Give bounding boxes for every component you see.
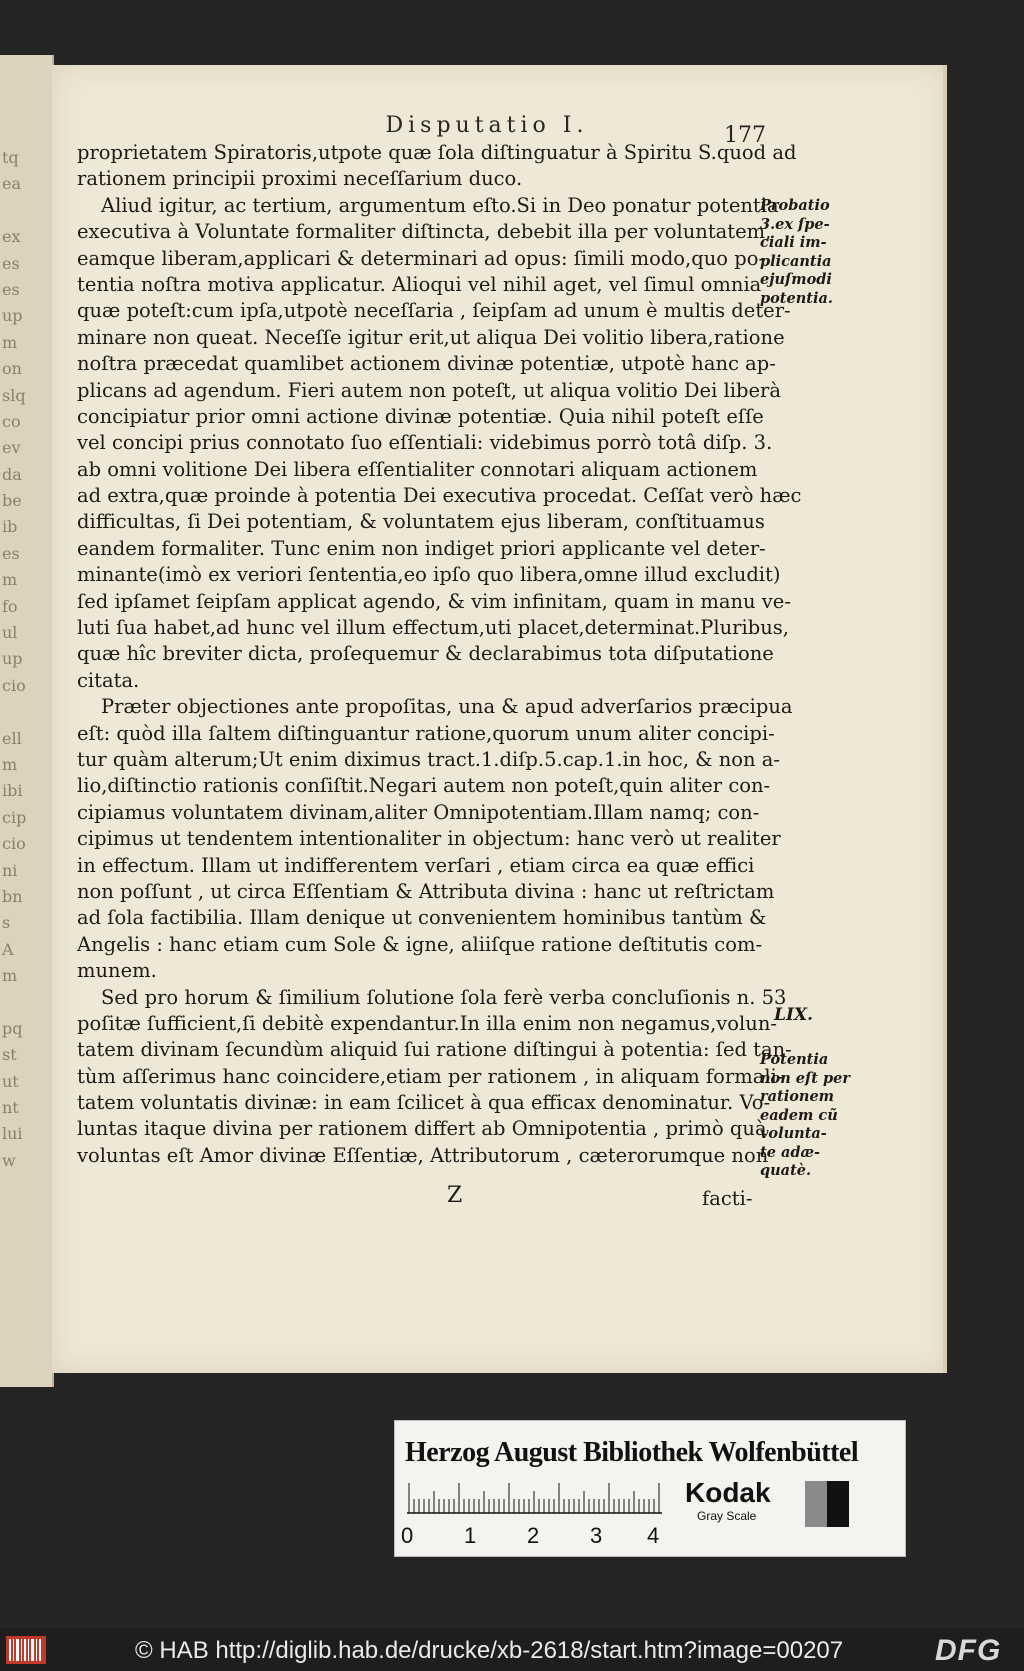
- edge-mark: m: [2, 754, 18, 774]
- edge-mark: es: [2, 253, 20, 273]
- margin-note-line: eadem cũ: [760, 1106, 838, 1124]
- edge-mark: st: [2, 1045, 17, 1065]
- barcode-icon: [6, 1636, 46, 1664]
- text-line: tùm aſſerimus hanc coincidere,etiam per rationem , in aliquam formali-: [77, 1064, 784, 1088]
- text-line: ſed ipſamet ſeipſam applicat agendo, & vim infinitam, quam in manu ve-: [77, 589, 791, 613]
- text-line: tur quàm alterum;Ut enim diximus tract.1.diſp.5.cap.1.in hoc, & non a-: [77, 747, 780, 771]
- text-line: Sed pro horum & ſimilium ſolutione ſola ferè verba concluſionis n. 53: [101, 985, 787, 1009]
- edge-mark: ea: [2, 174, 22, 194]
- text-line: quæ poteſt:cum ipſa,utpotè neceſſaria , ſeipſam ad unum è multis deter-: [77, 299, 791, 323]
- footer-bar: [0, 1628, 1024, 1671]
- edge-mark: ul: [2, 623, 18, 643]
- text-line: eamque liberam,applicari & determinari ad opus: ſimili modo,quo po-: [77, 246, 766, 270]
- margin-note-line: rationem: [760, 1088, 835, 1105]
- text-line: plicans ad agendum. Fieri autem non poteſt, ut aliqua volitio Dei liberà: [77, 378, 781, 402]
- text-line: in effectum. Illam ut indifferentem verſari , etiam circa ea quæ effici: [77, 853, 755, 877]
- edge-mark: cio: [2, 834, 26, 854]
- text-line: difficultas, ſi Dei potentiam, & voluntatem ejus liberam, conſtituamus: [77, 510, 765, 534]
- margin-note-line: ciali im-: [760, 234, 827, 251]
- ruler-icon: [407, 1479, 662, 1515]
- edge-mark: w: [2, 1150, 16, 1170]
- text-line: tatem divinam ſecundùm aliquid ſui ratione diſtingui à potentia: ſed tan-: [77, 1038, 792, 1062]
- edge-mark: cio: [2, 675, 26, 695]
- text-line: ab omni volitione Dei libera eſſentialiter connotari aliquam actionem: [77, 457, 758, 481]
- text-line: eandem formaliter. Tunc enim non indiget priori applicante vel deter-: [77, 536, 766, 560]
- text-line: executiva à Voluntate formaliter diſtincta, debebit illa per voluntatem,: [77, 220, 772, 244]
- edge-mark: m: [2, 570, 18, 590]
- edge-mark: A: [2, 939, 14, 959]
- paragraph-marker: LIX.: [774, 1005, 814, 1025]
- page-edge: [943, 65, 947, 1373]
- edge-mark: ut: [2, 1071, 19, 1091]
- catchword: facti-: [702, 1187, 753, 1210]
- edge-mark: be: [2, 491, 22, 511]
- edge-mark: co: [2, 411, 21, 431]
- text-line: Præter objectiones ante propoſitas, una & apud adverſarios præcipua: [101, 695, 793, 719]
- edge-mark: ib: [2, 517, 18, 537]
- text-line: minare non queat. Neceſſe igitur erit,ut aliqua Dei volitio libera,ratione: [77, 325, 785, 349]
- edge-mark: es: [2, 543, 20, 563]
- edge-mark: slq: [2, 385, 26, 405]
- margin-note-line: Potentia: [760, 1051, 829, 1068]
- edge-mark: [2, 198, 32, 224]
- edge-mark: up: [2, 649, 23, 669]
- margin-note-line: 3.ex ſpe-: [760, 215, 830, 233]
- ruler-number: 3: [590, 1523, 603, 1548]
- edge-mark: fo: [2, 596, 18, 616]
- running-head: Disputatio I.: [385, 113, 589, 138]
- text-line: non poſſunt , ut circa Eſſentiam & Attributa divina : hanc ut reſtrictam: [77, 879, 775, 903]
- gray-scale-patch-icon: [805, 1481, 849, 1527]
- margin-note-probatio: [760, 197, 852, 308]
- body-text: [77, 140, 812, 1169]
- edge-mark: ni: [2, 860, 18, 880]
- margin-note-line: te adæ-: [760, 1143, 821, 1161]
- text-line: eſt: quòd illa ſaltem diſtinguantur ratione,quorum unum aliter concipi-: [77, 721, 775, 745]
- edge-mark: m: [2, 332, 18, 352]
- text-line: Angelis : hanc etiam cum Sole & igne, aliiſque ratione deſtitutis com-: [77, 932, 763, 956]
- text-line: citata.: [77, 668, 140, 692]
- page-number: 177: [724, 123, 766, 148]
- margin-note-line: quatè.: [760, 1162, 812, 1179]
- text-line: quæ hîc breviter dicta, proſequemur & declarabimus tota diſputatione: [77, 642, 774, 666]
- margin-note-line: ejuſmodi: [760, 271, 832, 288]
- edge-mark: ibi: [2, 781, 23, 801]
- text-line: poſitæ ſufficient,ſi debitè expendantur.In illa enim non negamus,volun-: [77, 1011, 777, 1035]
- text-line: vel concipi prius connotato ſuo eſſentiali: videbimus porrò totâ diſp. 3.: [77, 431, 773, 455]
- ruler-number: 2: [527, 1523, 540, 1548]
- left-page-edge: [0, 55, 54, 1387]
- edge-mark: up: [2, 306, 23, 326]
- grayscale-label: Gray Scale: [697, 1509, 757, 1523]
- margin-note-line: plicantia: [760, 252, 832, 270]
- edge-mark: nt: [2, 1098, 19, 1118]
- text-line: minante(imò ex veriori ſententia,eo ipſo quo libera,omne illud excludit): [77, 563, 781, 587]
- edge-mark: da: [2, 464, 22, 484]
- library-name: Herzog August Bibliothek Wolfenbüttel: [405, 1437, 859, 1468]
- edge-mark: lui: [2, 1124, 23, 1144]
- edge-mark: ev: [2, 438, 21, 458]
- edge-mark: [2, 699, 32, 725]
- library-color-card: [394, 1420, 906, 1557]
- edge-mark: s: [2, 913, 11, 933]
- text-line: Aliud igitur, ac tertium, argumentum eſto.Si in Deo ponatur potentia: [101, 193, 779, 217]
- text-line: tatem voluntatis divinæ: in eam ſcilicet à qua efficax denominatur. Vo-: [77, 1091, 771, 1115]
- edge-mark: m: [2, 966, 18, 986]
- text-line: cipiamus voluntatem divinam,aliter Omnipotentiam.Illam namq; con-: [77, 800, 760, 824]
- text-line: voluntas eſt Amor divinæ Eſſentiæ, Attributorum , cæterorumque non: [77, 1143, 769, 1167]
- edge-mark: cip: [2, 807, 27, 827]
- dfg-logo: DFG: [935, 1634, 1002, 1667]
- text-line: munem.: [77, 959, 157, 983]
- margin-note-line: non eſt per: [760, 1069, 851, 1087]
- text-line: cipimus ut tendentem intentionaliter in objectum: hanc verò ut realiter: [77, 827, 781, 851]
- edge-mark: bn: [2, 886, 23, 906]
- text-line: rationem principii proximi neceſſarium duco.: [77, 167, 523, 191]
- edge-mark: [2, 990, 32, 1016]
- edge-mark: es: [2, 279, 20, 299]
- book-page: [52, 65, 947, 1373]
- text-line: ad ſola factibilia. Illam denique ut convenientem hominibus tantùm &: [77, 906, 767, 930]
- edge-mark: pq: [2, 1018, 23, 1038]
- margin-note-line: volunta-: [760, 1125, 827, 1142]
- margin-note-line: Probatio: [760, 197, 830, 214]
- edge-mark: ex: [2, 227, 21, 247]
- text-line: concipiatur prior omni actione divinæ potentiæ. Quia nihil poteſt eſſe: [77, 404, 764, 428]
- text-line: noſtra præcedat quamlibet actionem divinæ potentiæ, utpotè hanc ap-: [77, 352, 776, 376]
- left-page-marks: [2, 145, 32, 1174]
- text-line: tentia noſtra motiva applicatur. Alioqui vel nihil aget, vel ſimul omnia: [77, 272, 762, 296]
- edge-mark: on: [2, 359, 22, 379]
- ruler-number: 0: [401, 1523, 414, 1548]
- text-line: luti ſua habet,ad hunc vel illum effectum,uti placet,determinat.Pluribus,: [77, 616, 789, 640]
- text-line: luntas itaque divina per rationem differt ab Omnipotentia , primò quà: [77, 1117, 767, 1141]
- footer-url[interactable]: © HAB http://diglib.hab.de/drucke/xb-2618/start.htm?image=00207: [135, 1637, 844, 1664]
- edge-mark: tq: [2, 148, 19, 167]
- edge-mark: ell: [2, 728, 22, 748]
- margin-note-line: potentia.: [760, 289, 833, 307]
- ruler-number: 4: [647, 1523, 660, 1548]
- signature-mark: Z: [447, 1183, 463, 1208]
- text-line: proprietatem Spiratoris,utpote quæ ſola diſtinguatur à Spiritu S.quod ad: [77, 141, 797, 164]
- margin-note-potentia: [760, 1051, 852, 1181]
- text-line: lio,diſtinctio rationis conſiſtit.Negari autem non poteſt,quin aliter con-: [77, 774, 771, 798]
- ruler-number: 1: [464, 1523, 477, 1548]
- kodak-brand: Kodak: [685, 1477, 771, 1508]
- text-line: ad extra,quæ proinde à potentia Dei executiva procedat. Ceſſat verò hæc: [77, 484, 802, 508]
